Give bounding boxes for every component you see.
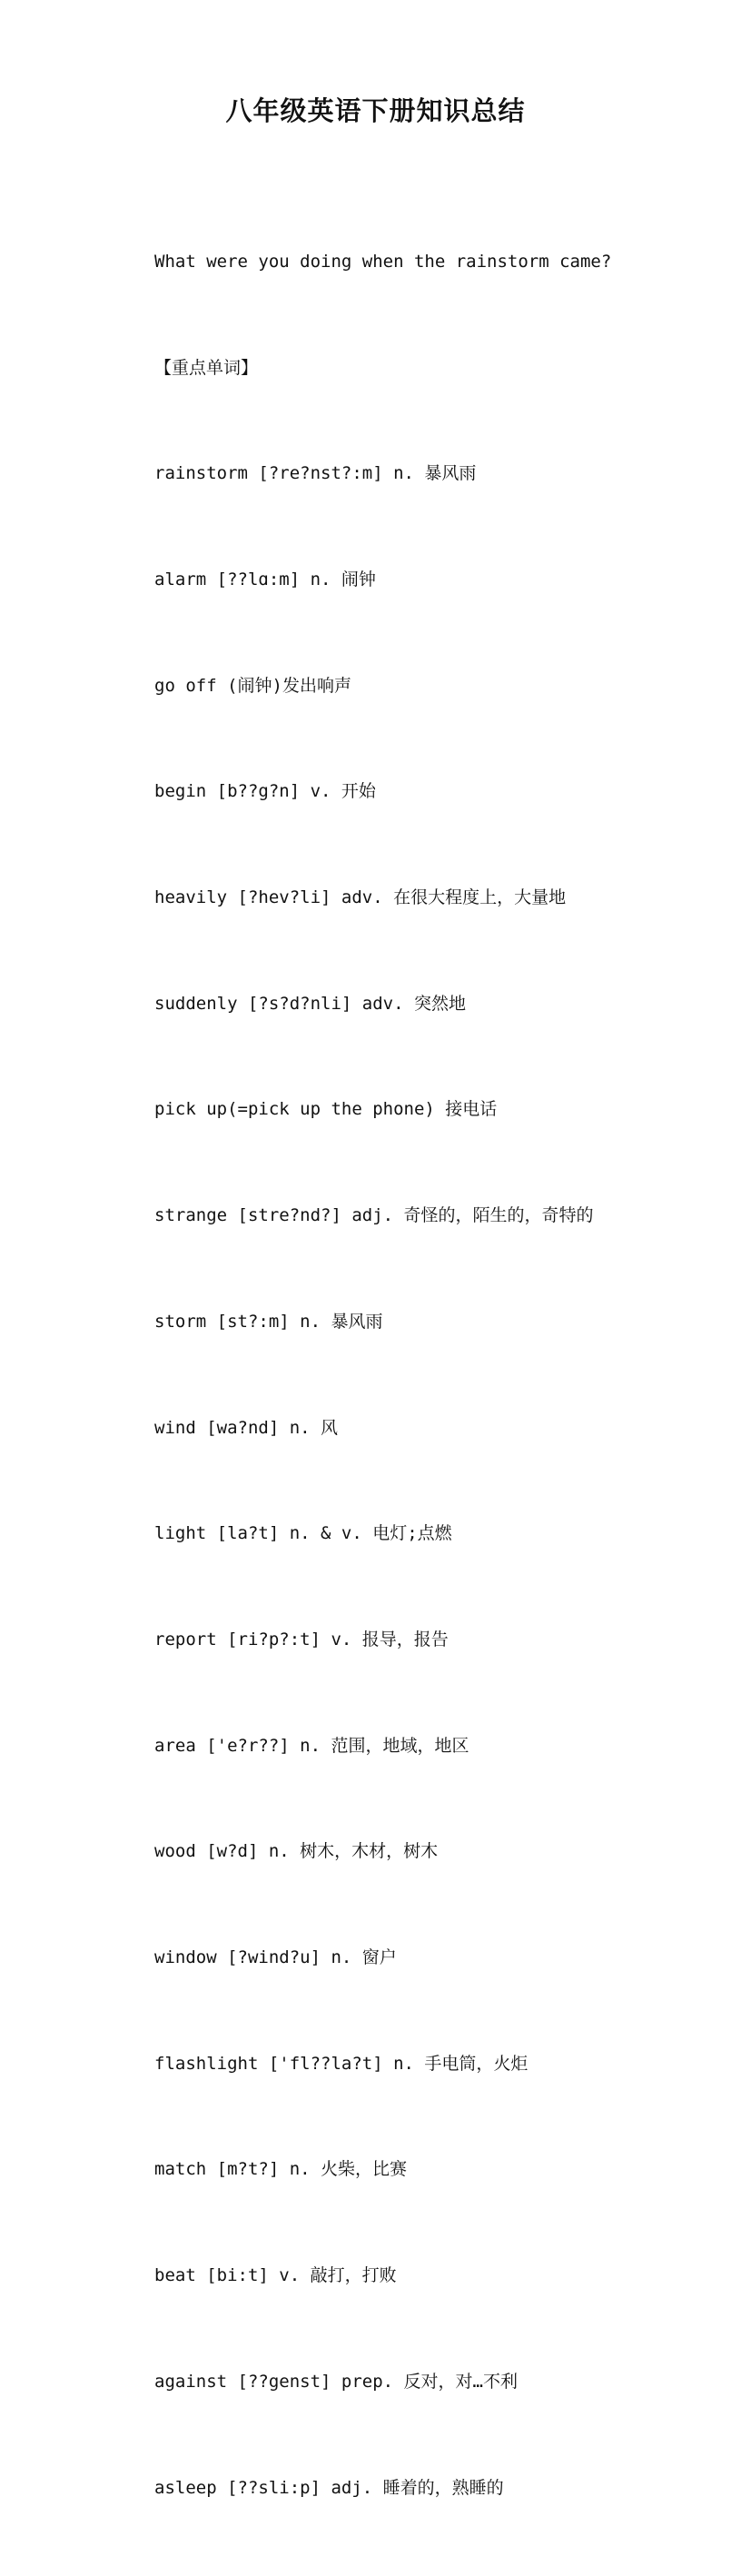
vocab-entry: rainstorm [?re?nst?:m] n. 暴风雨 <box>154 463 477 484</box>
text-line: What were you doing when the rainstorm came? <box>154 251 612 272</box>
vocab-entry: alarm [??lɑ:m] n. 闹钟 <box>154 569 376 590</box>
vocab-entry: beat [bi:t] v. 敲打，打败 <box>154 2265 397 2286</box>
vocab-entry: area ['e?r??] n. 范围，地域，地区 <box>154 1735 469 1756</box>
document-title: 八年级英语下册知识总结 <box>225 95 526 126</box>
vocab-entry: against [??genst] prep. 反对，对…不利 <box>154 2371 518 2392</box>
vocab-entry: begin [b??g?n] v. 开始 <box>154 781 376 802</box>
vocab-entry: heavily [?hev?li] adv. 在很大程度上，大量地 <box>154 887 567 908</box>
vocab-entry: report [ri?p?:t] v. 报导，报告 <box>154 1629 449 1650</box>
vocab-entry: asleep [??sli:p] adj. 睡着的，熟睡的 <box>154 2477 504 2498</box>
vocab-entry: flashlight ['fl??la?t] n. 手电筒，火炬 <box>154 2053 529 2074</box>
vocab-entry: storm [st?:m] n. 暴风雨 <box>154 1311 383 1332</box>
vocab-entry: wind [wa?nd] n. 风 <box>154 1417 339 1438</box>
vocab-entry: window [?wind?u] n. 窗户 <box>154 1947 397 1968</box>
document-body <box>154 173 736 2576</box>
vocab-entry: match [m?t?] n. 火柴，比赛 <box>154 2159 408 2180</box>
vocab-entry: strange [stre?nd?] adj. 奇怪的，陌生的，奇特的 <box>154 1205 594 1226</box>
vocab-entry: go off (闹钟)发出响声 <box>154 675 351 696</box>
vocab-entry: light [la?t] n. & v. 电灯;点燃 <box>154 1523 452 1544</box>
vocab-entry: suddenly [?s?d?nli] adv. 突然地 <box>154 993 466 1014</box>
section-heading: 【重点单词】 <box>154 357 259 378</box>
vocab-entry: pick up(=pick up the phone) 接电话 <box>154 1099 498 1120</box>
vocab-entry: wood [w?d] n. 树木，木材，树木 <box>154 1841 439 1862</box>
